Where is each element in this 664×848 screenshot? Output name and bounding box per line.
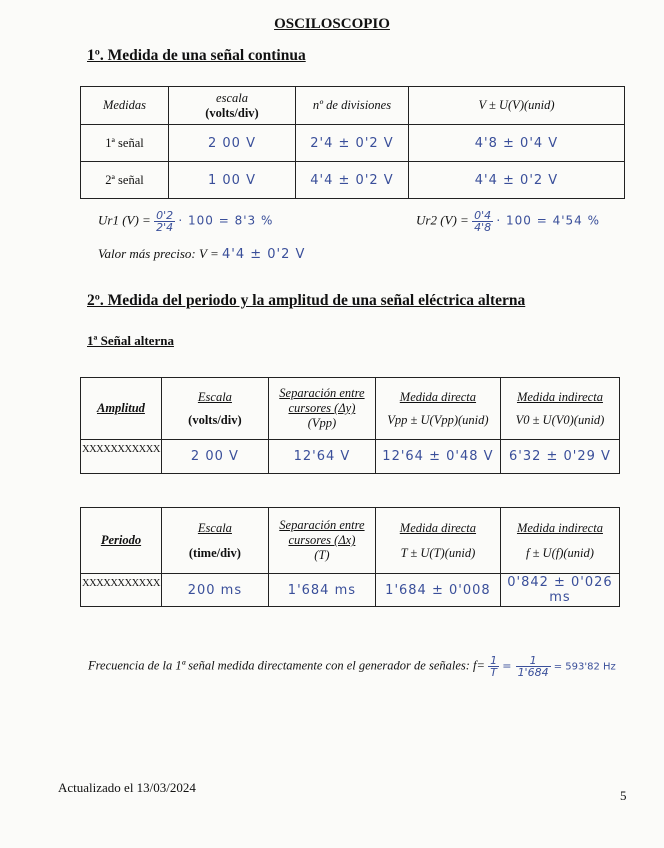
precise-label: Valor más preciso: V = [98, 246, 219, 261]
amplitude-title: Amplitud [81, 378, 162, 440]
updated-date: Actualizado el 13/03/2024 [58, 780, 196, 795]
frequency-line [88, 655, 616, 678]
header-divisions: nº de divisiones [296, 87, 409, 125]
freq-den1: T [490, 666, 497, 679]
section1-heading: 1º. Medida de una señal continua [87, 47, 306, 64]
frequency-label: Frecuencia de la 1ª señal medida directamente con el generador de señales: f= [88, 658, 485, 673]
table-row [81, 440, 620, 474]
freq-fraction-2 [516, 655, 551, 678]
amp-header-indirect [500, 378, 619, 440]
amp-indirect: 6'32 ± 0'29 V [500, 440, 619, 474]
period-table [80, 507, 620, 607]
ur1-fraction [154, 210, 175, 233]
per-header-direct [375, 508, 500, 574]
row-value: 4'8 ± 0'4 V [409, 125, 625, 162]
amp-header-scale [161, 378, 268, 440]
ur1-result: · 100 = 8'3 % [178, 213, 274, 228]
per-separation: 1'684 ms [268, 574, 375, 607]
per-h-sep3: (T) [314, 548, 330, 562]
freq-equals: = [502, 659, 513, 673]
precise-value: 4'4 ± 0'2 V [221, 247, 306, 262]
section2-subheading: 1ª Señal alterna [87, 333, 174, 348]
amp-separation: 12'64 V [268, 440, 375, 474]
header-escala-unit: (volts/div) [205, 105, 259, 120]
header-escala [169, 87, 296, 125]
amp-placeholder: XXXXXXXXXXX [81, 440, 162, 474]
ur2-fraction [472, 210, 493, 233]
page-title: OSCILOSCOPIO [274, 16, 390, 32]
ur2-num: 0'4 [474, 209, 492, 222]
per-h-scale-unit: (time/div) [188, 545, 241, 560]
dc-signal-table [80, 86, 625, 199]
amp-header-separation [268, 378, 375, 440]
table-row [81, 162, 625, 199]
ur2-formula [416, 210, 600, 233]
amp-h-indirect-formula: V0 ± U(V0)(unid) [515, 412, 605, 427]
per-header-scale [161, 508, 268, 574]
per-h-indirect: Medida indirecta [516, 520, 603, 535]
amp-h-sep1: Separación entre [279, 386, 365, 400]
per-placeholder: XXXXXXXXXXX [81, 574, 162, 607]
per-h-sep1: Separación entre [279, 518, 365, 532]
amp-h-sep2: cursores (Δy) [288, 401, 356, 415]
amp-header-direct [375, 378, 500, 440]
table-row [81, 125, 625, 162]
header-value: V ± U(V)(unid) [409, 87, 625, 125]
amp-h-direct: Medida directa [399, 389, 477, 404]
ur2-den: 4'8 [474, 221, 492, 234]
ur1-formula [98, 210, 273, 233]
row-scale: 2 00 V [169, 125, 296, 162]
page-number: 5 [620, 788, 627, 803]
row-scale: 1 00 V [169, 162, 296, 199]
per-header-indirect [500, 508, 619, 574]
freq-result: = 593'82 Hz [553, 661, 616, 673]
ur1-den: 2'4 [156, 221, 174, 234]
per-header-separation [268, 508, 375, 574]
freq-num1: 1 [490, 654, 498, 667]
amp-h-scale-unit: (volts/div) [188, 412, 242, 427]
amplitude-table [80, 377, 620, 474]
table-row [81, 574, 620, 607]
per-scale: 200 ms [161, 574, 268, 607]
row-value: 4'4 ± 0'2 V [409, 162, 625, 199]
ur2-result: · 100 = 4'54 % [496, 213, 600, 228]
ur2-label: Ur2 (V) = [416, 212, 469, 228]
per-h-direct-formula: T ± U(T)(unid) [400, 545, 476, 560]
per-direct: 1'684 ± 0'008 [375, 574, 500, 607]
ur1-label: Ur1 (V) = [98, 212, 151, 228]
precise-value-line [98, 246, 305, 262]
freq-num2: 1 [516, 655, 551, 667]
per-h-sep2: cursores (Δx) [288, 533, 356, 547]
ur1-num: 0'2 [156, 209, 174, 222]
section2-heading: 2º. Medida del periodo y la amplitud de una señal eléctrica alterna [87, 292, 526, 309]
amp-direct: 12'64 ± 0'48 V [375, 440, 500, 474]
header-escala-label: escala [216, 90, 248, 105]
header-medidas: Medidas [81, 87, 169, 125]
amp-h-sep3: (Vpp) [307, 416, 337, 430]
row-label: 1ª señal [81, 125, 169, 162]
amp-h-scale: Escala [197, 389, 232, 404]
amp-h-direct-formula: Vpp ± U(Vpp)(unid) [387, 412, 489, 427]
per-h-direct: Medida directa [399, 520, 477, 535]
per-h-scale: Escala [197, 520, 232, 535]
freq-fraction-1 [488, 655, 499, 678]
per-indirect: 0'842 ± 0'026 ms [500, 574, 619, 607]
per-h-indirect-formula: f ± U(f)(unid) [525, 545, 594, 560]
row-divisions: 2'4 ± 0'2 V [296, 125, 409, 162]
amp-h-indirect: Medida indirecta [516, 389, 603, 404]
period-title: Periodo [81, 508, 162, 574]
amp-scale: 2 00 V [161, 440, 268, 474]
row-divisions: 4'4 ± 0'2 V [296, 162, 409, 199]
row-label: 2ª señal [81, 162, 169, 199]
freq-den2: 1'684 [517, 666, 549, 679]
